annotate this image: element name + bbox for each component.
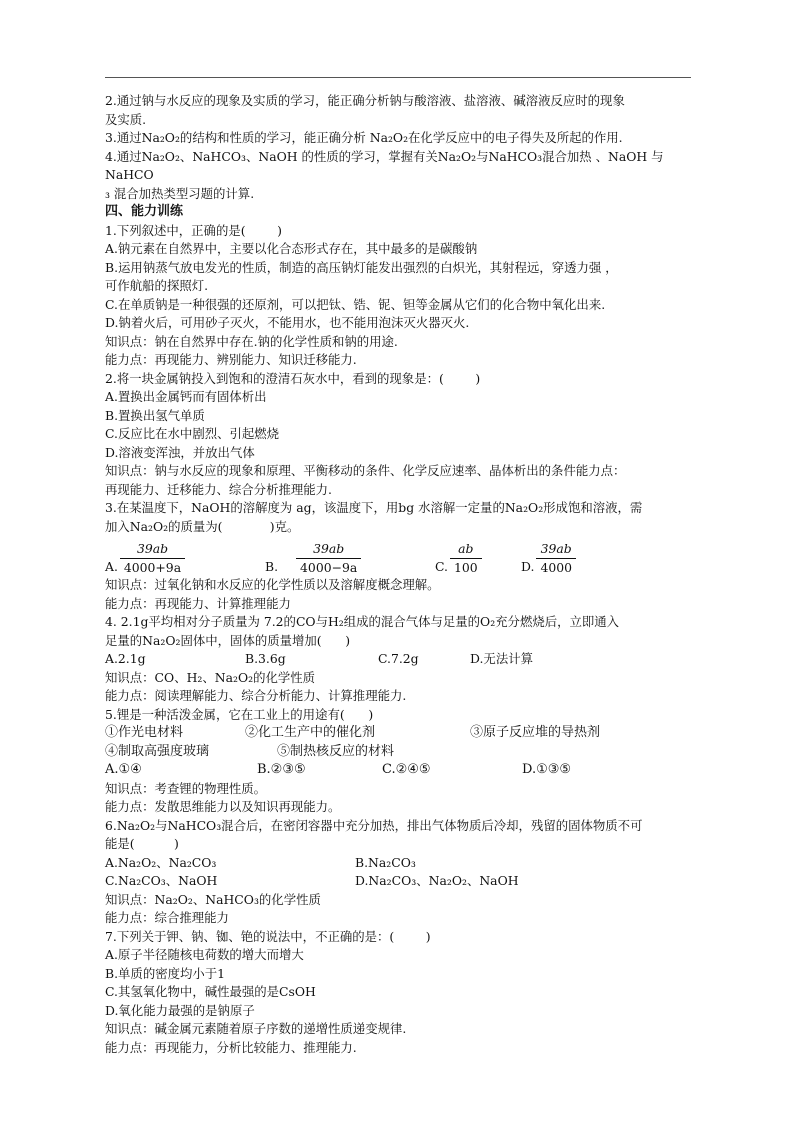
intro-line: 2.通过钠与水反应的现象及实质的学习，能正确分析钠与酸溶液、盐溶液、碱溶液反应时的现象 [105,93,625,108]
question-5-items: ①作光电材料 ②化工生产中的催化剂 ③原子反应堆的导热剂 [105,725,601,740]
question-2-line: C.反应比在水中剧烈、引起燃烧 [105,426,280,441]
question-3-line: 知识点：过氧化钠和水反应的化学性质以及溶解度概念理解。 [105,577,440,592]
question-3-line: 加入Na₂O₂的质量为( )克。 [105,518,300,534]
option-a: A.2.1g [105,651,146,666]
option-a: A.①④ [105,762,142,777]
question-7-line: C.其氢氧化物中，碱性最强的是CsOH [105,984,316,999]
question-2-line: 知识点：钠与水反应的现象和原理、平衡移动的条件、化学反应速率、晶体析出的条件能力点： [105,463,626,478]
option-b: B.②③⑤ [257,762,306,777]
question-6-options [105,872,705,891]
intro-line: 3.通过Na₂O₂的结构和性质的学习，能正确分析 Na₂O₂在化学反应中的电子得失及所起的作用. [105,130,623,145]
option-d: D.①③⑤ [522,762,572,777]
question-7-line: B.单质的密度均小于1 [105,965,226,981]
intro-line: 4.通过Na₂O₂、NaHCO₃、NaOH 的性质的学习，掌握有关Na₂O₂与NaHCO₃混合加热 、NaOH 与NaHCO [105,148,664,182]
intro-line: 及实质. [105,111,147,127]
fraction: $\frac{ab}{100}$ [450,541,482,576]
question-5-line: 5.锂是一种活泼金属，它在工业上的用途有( ) [105,706,374,722]
intro-line: ₃ 混合加热类型习题的计算. [105,185,255,201]
question-4-line: 能力点：阅读理解能力、综合分析能力、计算推理能力. [105,688,407,703]
question-1-line: C.在单质钠是一种很强的还原剂，可以把钛、锆、铌、钽等金属从它们的化合物中氧化出来. [105,296,606,312]
question-7-line: 7.下列关于钾、钠、铷、铯的说法中，不正确的是：( ) [105,928,431,944]
option-d: D.无法计算 [470,651,533,666]
question-4-options [105,650,705,669]
question-1-line: 可作航船的探照灯. [105,278,209,293]
option-c: C.Na₂CO₃、NaOH [105,873,218,888]
question-3-line: 能力点：再现能力、计算推理能力 [105,595,291,611]
option-b: B. $\frac{39ab}{4000-9a}$ [265,541,435,576]
question-2-line: A.置换出金属钙而有固体析出 [105,389,267,404]
question-6-line: 能力点：综合推理能力 [105,910,229,925]
question-3-line: 3.在某温度下，NaOH的溶解度为 ag，该温度下，用bg 水溶解一定量的Na₂O₂形成饱和溶液，需 [105,500,643,515]
question-2-line: B.置换出氢气单质 [105,407,205,423]
question-1-line: 知识点：钠在自然界中存在.钠的化学性质和钠的用途. [105,333,398,349]
question-1-line: D.钠着火后，可用砂子灭火，不能用水，也不能用泡沫灭火器灭火. [105,315,470,330]
option-d: D.Na₂CO₃、Na₂O₂、NaOH [355,873,519,888]
document-body [105,92,705,1057]
option-a: A. $\frac{39ab}{4000+9a}$ [105,541,265,576]
header-rule [105,77,691,78]
fraction: $\frac{39ab}{4000-9a}$ [296,541,361,576]
question-1-line: 1.下列叙述中，正确的是( ) [105,222,282,238]
question-1-line: 能力点：再现能力、辨别能力、知识迁移能力. [105,352,357,367]
option-b: B.Na₂CO₃ [355,854,416,870]
question-4-line: 知识点：CO、H₂、Na₂O₂的化学性质 [105,669,316,685]
option-b: B.3.6g [245,651,286,666]
question-7-line: 知识点：碱金属元素随着原子序数的递增性质递变规律. [105,1021,407,1036]
section-title: 四、能力训练 [105,204,184,219]
question-1-line: A.钠元素在自然界中，主要以化合态形式存在，其中最多的是碳酸钠 [105,241,478,256]
option-d: D. $\frac{39ab}{4000}$ [521,541,576,576]
question-6-line: 知识点：Na₂O₂、NaHCO₃的化学性质 [105,891,321,907]
question-6-line: 6.Na₂O₂与NaHCO₃混合后，在密闭容器中充分加热，排出气体物质后冷却，残留的固体物质不可 [105,817,643,833]
question-2-line: 2.将一块金属钠投入到饱和的澄清石灰水中，看到的现象是：( ) [105,370,481,386]
option-c: C.7.2g [378,651,419,666]
question-5-options [105,761,705,780]
fraction: $\frac{39ab}{4000}$ [536,541,576,576]
question-5-items: ④制取高强度玻璃 ⑤制热核反应的材料 [105,743,395,759]
option-c: C. $\frac{ab}{100}$ [435,541,521,576]
question-7-line: D.氧化能力最强的是钠原子 [105,1002,255,1018]
option-a: A.Na₂O₂、Na₂CO₃ [105,854,217,870]
question-2-line: 再现能力、迁移能力、综合分析推理能力. [105,481,332,497]
question-1-line: B.运用钠蒸气放电发光的性质，制造的高压钠灯能发出强烈的白炽光，其射程远，穿透力强 ， [105,259,618,275]
question-2-line: D.溶液变浑浊，并放出气体 [105,444,255,460]
fraction: $\frac{39ab}{4000+9a}$ [120,541,185,576]
question-3-options [105,538,705,576]
question-7-line: A.原子半径随核电荷数的增大而增大 [105,947,304,962]
question-6-line: 能是( ) [105,836,179,851]
question-7-line: 能力点：再现能力，分析比较能力、推理能力. [105,1039,357,1055]
question-6-options [105,854,705,873]
question-5-line: 能力点：发散思维能力以及知识再现能力。 [105,799,341,814]
question-5-line: 知识点：考查锂的物理性质。 [105,780,267,796]
question-4-line: 4. 2.1g平均相对分子质量为 7.2的CO与H₂组成的混合气体与足量的O₂充分燃烧后，立即通入 [105,614,620,629]
option-c: C.②④⑤ [382,762,431,777]
question-4-line: 足量的Na₂O₂固体中，固体的质量增加( ) [105,632,351,648]
